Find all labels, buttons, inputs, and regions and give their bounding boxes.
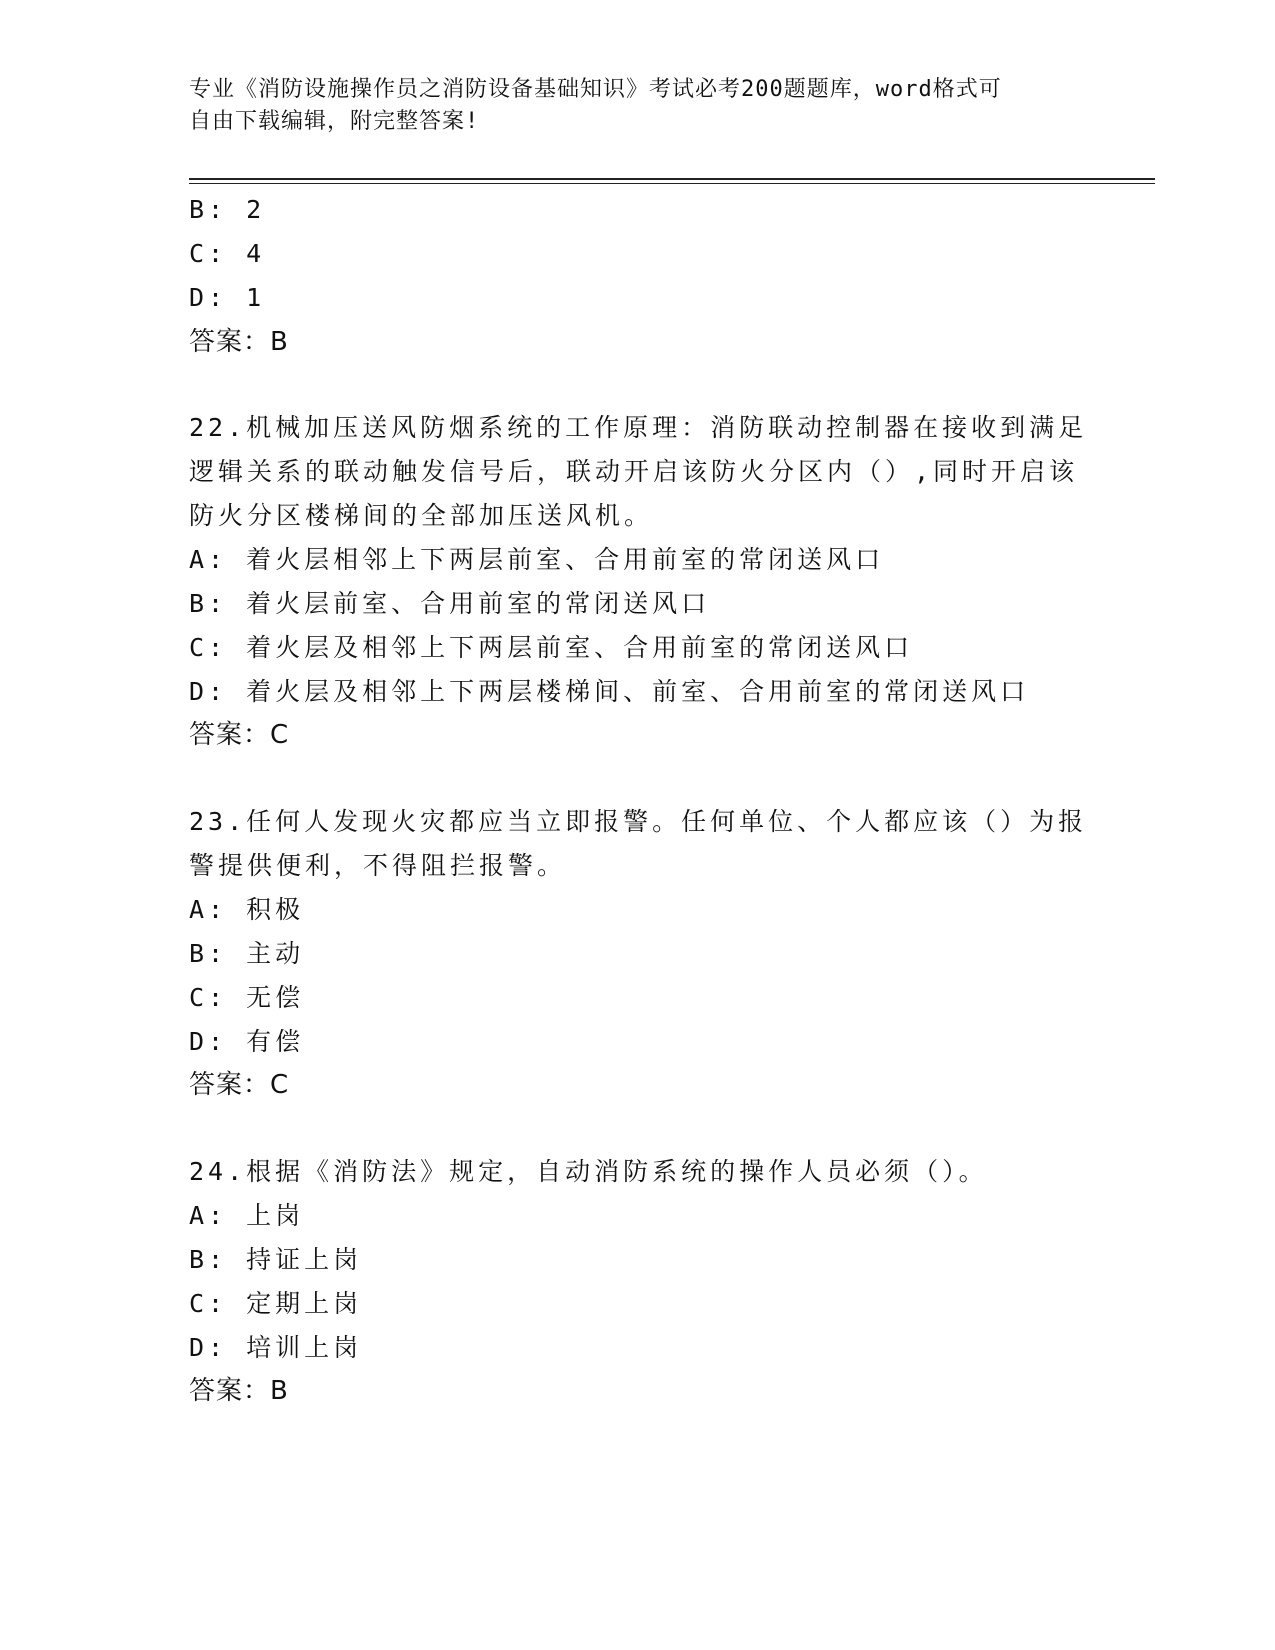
q21-option-c: C: 4 xyxy=(189,239,266,268)
header-rule-thick xyxy=(189,178,1155,180)
q23-answer: 答案：C xyxy=(189,1070,290,1100)
q23-option-b: B: 主动 xyxy=(189,939,305,968)
q22-stem-line-1: 22.机械加压送风防烟系统的工作原理：消防联动控制器在接收到满足 xyxy=(189,413,1088,442)
q24-option-b: B: 持证上岗 xyxy=(189,1245,363,1274)
q24-option-c: C: 定期上岗 xyxy=(189,1289,363,1318)
q21-option-b: B: 2 xyxy=(189,195,266,224)
header-line-2: 自由下载编辑，附完整答案! xyxy=(189,109,480,134)
q22-option-b: B: 着火层前室、合用前室的常闭送风口 xyxy=(189,589,711,618)
q23-option-a: A: 积极 xyxy=(189,895,305,924)
q22-stem-line-2: 逻辑关系的联动触发信号后，联动开启该防火分区内（）,同时开启该 xyxy=(189,457,1079,486)
q22-stem-line-3: 防火分区楼梯间的全部加压送风机。 xyxy=(189,501,654,530)
q23-option-d: D: 有偿 xyxy=(189,1027,305,1056)
q21-option-d: D: 1 xyxy=(189,283,266,312)
q22-option-a: A: 着火层相邻上下两层前室、合用前室的常闭送风口 xyxy=(189,545,885,574)
q22-answer: 答案：C xyxy=(189,720,290,750)
q24-option-a: A: 上岗 xyxy=(189,1201,305,1230)
q21-answer: 答案：B xyxy=(189,327,289,357)
q24-stem-line-1: 24.根据《消防法》规定，自动消防系统的操作人员必须（）。 xyxy=(189,1157,988,1186)
header-rule-thin xyxy=(189,183,1155,184)
q24-option-d: D: 培训上岗 xyxy=(189,1333,363,1362)
header-line-1: 专业《消防设施操作员之消防设备基础知识》考试必考200题题库，word格式可 xyxy=(189,77,1002,102)
q24-answer: 答案：B xyxy=(189,1376,289,1406)
q22-option-d: D: 着火层及相邻上下两层楼梯间、前室、合用前室的常闭送风口 xyxy=(189,677,1030,706)
q23-stem-line-2: 警提供便利，不得阻拦报警。 xyxy=(189,851,567,880)
q23-stem-line-1: 23.任何人发现火灾都应当立即报警。任何单位、个人都应该（）为报 xyxy=(189,807,1088,836)
q23-option-c: C: 无偿 xyxy=(189,983,305,1012)
q22-option-c: C: 着火层及相邻上下两层前室、合用前室的常闭送风口 xyxy=(189,633,914,662)
document-header xyxy=(189,74,1089,138)
